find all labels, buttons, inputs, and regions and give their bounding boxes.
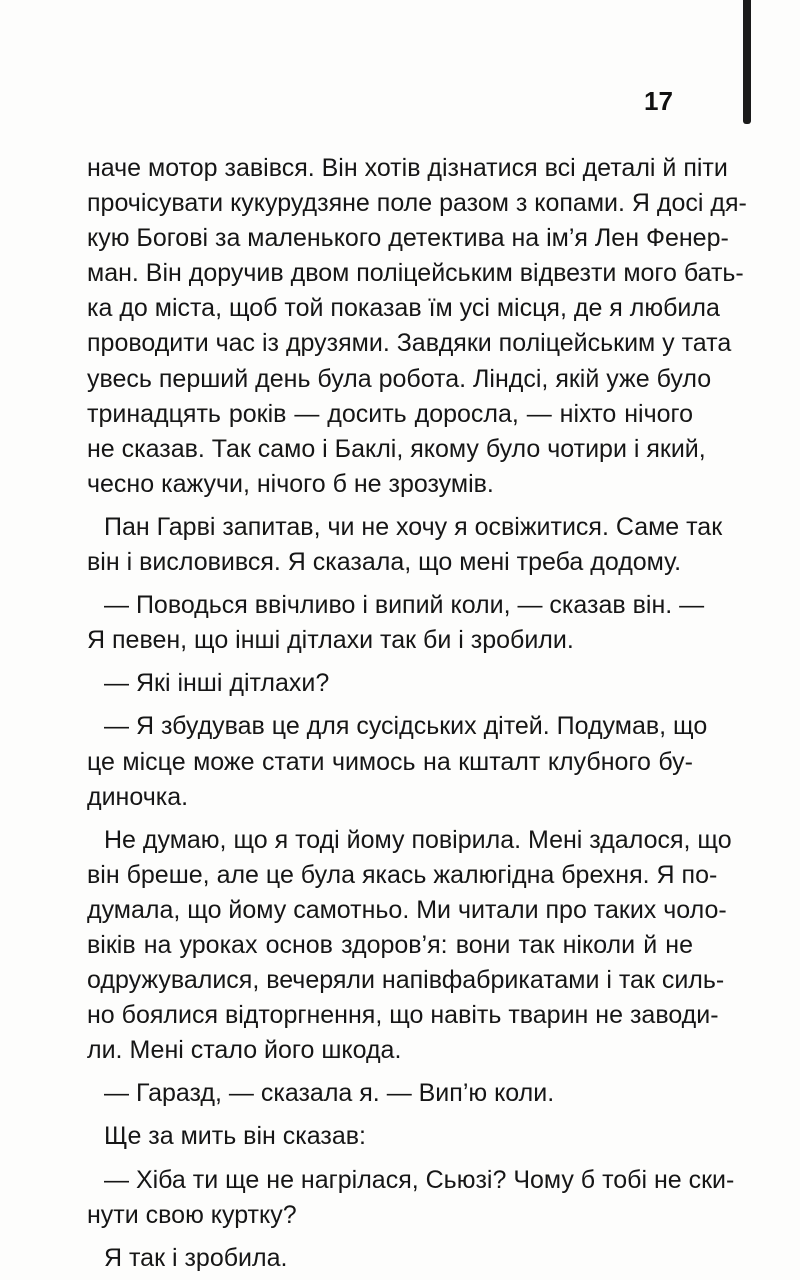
paragraph-gap	[87, 701, 693, 709]
paragraph-gap	[87, 502, 693, 510]
paragraph-gap	[87, 1233, 693, 1241]
paragraph-gap	[87, 580, 693, 588]
text-line: — Я збудував це для сусідських дітей. Подумав, що	[104, 712, 708, 741]
text-line: наче мотор завівся. Він хотів дізнатися всі деталі й піти	[87, 154, 728, 182]
text-line: віків на уроках основ здоров’я: вони так ніколи й не	[87, 930, 693, 959]
paragraph	[87, 823, 732, 1069]
body-text	[87, 151, 747, 1276]
text-line: чесно кажучи, нічого б не зрозумів.	[87, 469, 494, 498]
paragraph	[87, 510, 723, 580]
text-line: нути свою куртку?	[87, 1200, 297, 1229]
paragraph-gap	[87, 1111, 693, 1119]
text-line: Я певен, що інші дітлахи так би і зробили.	[87, 626, 574, 655]
text-line: — Поводься ввічливо і випий коли, — сказав він. —	[104, 591, 705, 620]
text-line: — Хіба ти ще не нагрілася, Сьюзі? Чому б тобі не ски-	[104, 1165, 735, 1194]
text-line: диночка.	[87, 782, 189, 811]
text-line: думала, що йому самотньо. Ми читали про таких чоло-	[87, 895, 727, 924]
text-line: Пан Гарві запитав, чи не хочу я освіжитися. Саме так	[104, 512, 723, 541]
text-line: ли. Мені стало його шкода.	[87, 1036, 402, 1065]
paragraph	[87, 588, 705, 658]
text-line: одружувалися, вечеряли напівфабрикатами і так силь-	[87, 966, 725, 995]
text-line: увесь перший день була робота. Ліндсі, якій уже було	[87, 364, 712, 393]
paragraph	[87, 1163, 735, 1233]
text-line: він бреше, але це була якась жалюгідна брехня. Я по-	[87, 860, 718, 889]
text-line: прочісувати кукурудзяне поле разом з копами. Я досі дя-	[87, 189, 747, 218]
paragraph-gap	[87, 658, 693, 666]
page-number: 17	[644, 86, 673, 116]
text-line: Я так і зробила.	[104, 1243, 288, 1272]
paragraph	[87, 151, 747, 502]
text-line: він і висловився. Я сказала, що мені треба додому.	[87, 548, 682, 577]
text-line: но боялися відторгнення, що навіть тварин не заводи-	[87, 1001, 719, 1030]
paragraph	[87, 1119, 693, 1154]
text-line: тринадцять років — досить доросла, — ніхто нічого	[87, 399, 693, 428]
page-edge-mark	[743, 0, 751, 124]
paragraph-gap	[87, 1155, 693, 1163]
paragraph	[87, 666, 693, 701]
text-line: проводити час із друзями. Завдяки поліцейським у тата	[87, 329, 732, 358]
paragraph	[87, 1076, 693, 1111]
text-line: — Гаразд, — сказала я. — Вип’ю коли.	[104, 1079, 555, 1108]
paragraph-gap	[87, 815, 693, 823]
paragraph	[87, 1241, 693, 1276]
text-line: — Які інші дітлахи?	[104, 669, 330, 698]
paragraph	[87, 709, 708, 814]
text-line: ка до міста, щоб той показав їм усі місця, де я любила	[87, 294, 720, 323]
text-line: Не думаю, що я тоді йому повірила. Мені здалося, що	[104, 825, 732, 854]
paragraph-gap	[87, 1068, 693, 1076]
text-line: не сказав. Так само і Баклі, якому було чотири і який,	[87, 434, 706, 463]
text-line: Ще за мить він сказав:	[104, 1122, 366, 1151]
text-line: це місце може стати чимось на кшталт клубного бу-	[87, 747, 693, 776]
text-line: ман. Він доручив двом поліцейським відвезти мого бать-	[87, 259, 744, 288]
text-line: кую Богові за маленького детектива на ім’я Лен Фенер-	[87, 224, 729, 253]
